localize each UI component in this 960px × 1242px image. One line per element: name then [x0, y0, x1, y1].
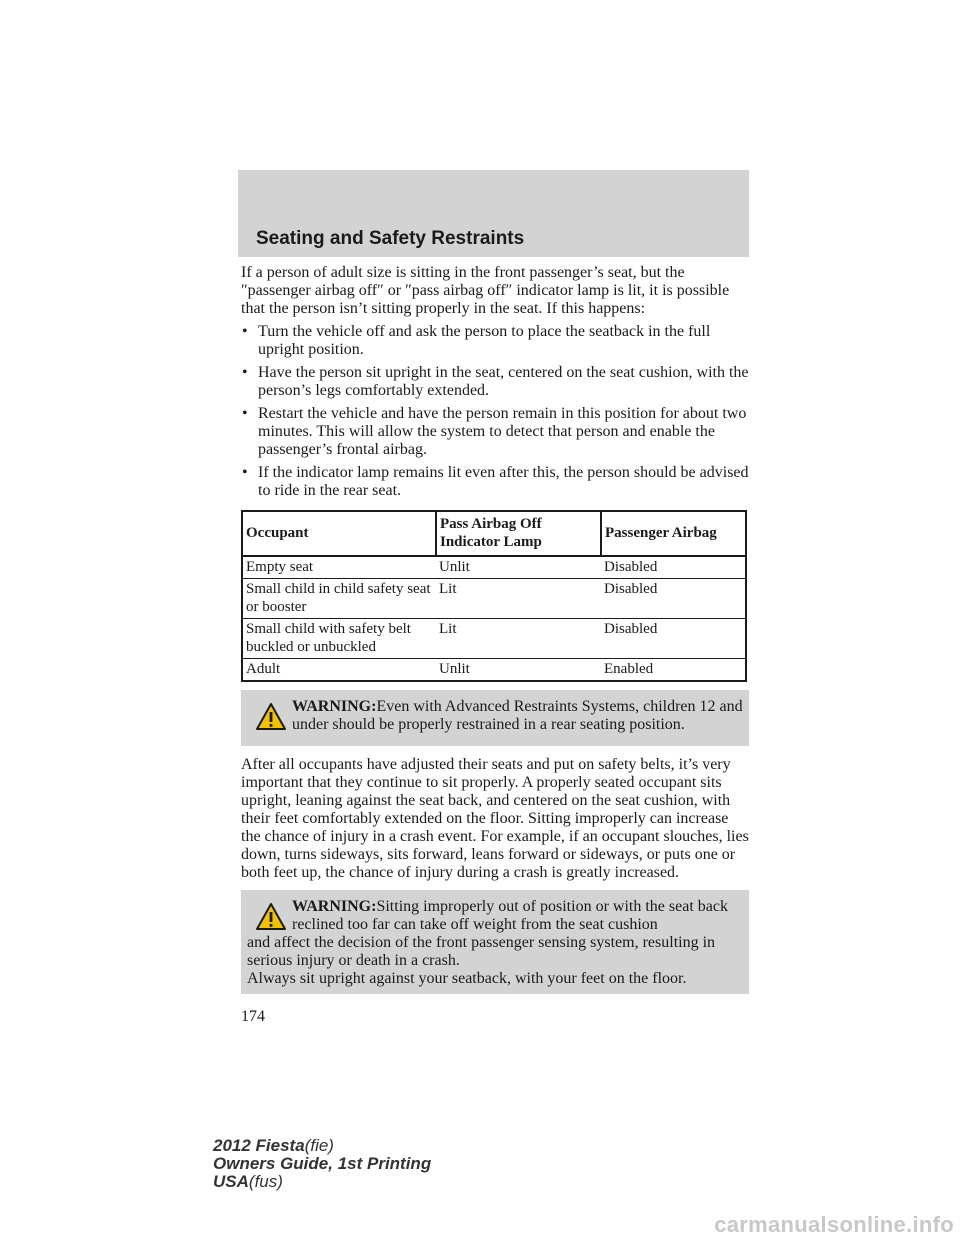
column-header: Pass Airbag Off Indicator Lamp: [436, 511, 601, 556]
warning-box-children: [241, 690, 749, 746]
list-item: • Turn the vehicle off and ask the person to place the seatback in the full upright position.: [242, 323, 711, 358]
table-cell: Disabled: [601, 579, 746, 619]
table-cell: Unlit: [436, 659, 601, 682]
list-item: • Have the person sit upright in the seat, centered on the seat cushion, with the person’s legs comfortably extended.: [242, 364, 749, 399]
warning-triangle-icon: [255, 902, 287, 931]
table-cell: Small child with safety belt buckled or unbuckled: [242, 619, 436, 659]
bullet-icon: •: [242, 323, 248, 340]
bullet-icon: •: [242, 464, 248, 481]
occupant-airbag-table: [241, 510, 747, 682]
bullet-icon: •: [242, 405, 248, 422]
table-cell: Lit: [436, 579, 601, 619]
warning-text-continued: and affect the decision of the front passenger sensing system, resulting in serious injury or death in a crash.: [247, 934, 716, 969]
section-title: Seating and Safety Restraints: [256, 228, 525, 249]
warning-text: WARNING:Even with Advanced Restraints Systems, children 12 and under should be properly restrained in a rear seating position.: [292, 698, 743, 733]
bullet-icon: •: [242, 364, 248, 381]
footer-region: USA: [213, 1172, 249, 1191]
footer-model-code: (fie): [304, 1136, 334, 1155]
intro-paragraph: If a person of adult size is sitting in the front passenger’s seat, but the ″passenger airbag off″ or ″pass airbag off″ indicator lamp is lit, it is possible that the person isn’t sitting properly in the seat. If this happens:: [241, 264, 730, 317]
list-item: • If the indicator lamp remains lit even after this, the person should be advised to ride in the rear seat.: [242, 464, 749, 499]
table-cell: Small child in child safety seat or booster: [242, 579, 436, 619]
footer-model: 2012 Fiesta: [213, 1136, 305, 1155]
page-content: [241, 264, 749, 1026]
column-header: Passenger Airbag: [601, 511, 746, 556]
table-row: [242, 556, 746, 579]
instruction-list: [241, 323, 749, 500]
watermark: carmanualsonline.info: [714, 1212, 954, 1237]
warning-box-seating: [241, 890, 749, 994]
footer-guide: Owners Guide, 1st Printing: [213, 1154, 432, 1173]
warning-label: WARNING:: [292, 698, 377, 715]
column-header: Occupant: [242, 511, 436, 556]
table-cell: Enabled: [601, 659, 746, 682]
table-cell: Unlit: [436, 556, 601, 579]
table-cell: Disabled: [601, 556, 746, 579]
table-header-row: [242, 511, 746, 556]
print-footer: [213, 1137, 431, 1191]
body-paragraph: After all occupants have adjusted their seats and put on safety belts, it’s very important that they continue to sit properly. A properly seated occupant sits upright, leaning against the seat back, and centered on the seat cushion, with their feet comfortably extended on the floor. Sitting improperly can increase the chance of injury in a crash event. For example, if an occupant slouches, lies down, turns sideways, sits forward, leans forward or sideways, or puts one or both feet up, the chance of injury during a crash is greatly increased.: [241, 756, 749, 881]
warning-text-line2: Always sit upright against your seatback, with your feet on the floor.: [247, 970, 687, 987]
warning-triangle-icon: [255, 702, 287, 731]
warning-text: WARNING:Sitting improperly out of position or with the seat back reclined too far can take off weight from the seat cushion: [292, 898, 728, 933]
table-row: [242, 659, 746, 682]
table-cell: Lit: [436, 619, 601, 659]
table-cell: Empty seat: [242, 556, 436, 579]
table-row: [242, 579, 746, 619]
warning-label: WARNING:: [292, 898, 377, 915]
table-cell: Adult: [242, 659, 436, 682]
page-number: 174: [241, 1008, 265, 1025]
list-item: • Restart the vehicle and have the person remain in this position for about two minutes. This will allow the system to detect that person and enable the passenger’s frontal airbag.: [242, 405, 747, 458]
footer-region-code: (fus): [248, 1172, 283, 1191]
table-cell: Disabled: [601, 619, 746, 659]
table-row: [242, 619, 746, 659]
